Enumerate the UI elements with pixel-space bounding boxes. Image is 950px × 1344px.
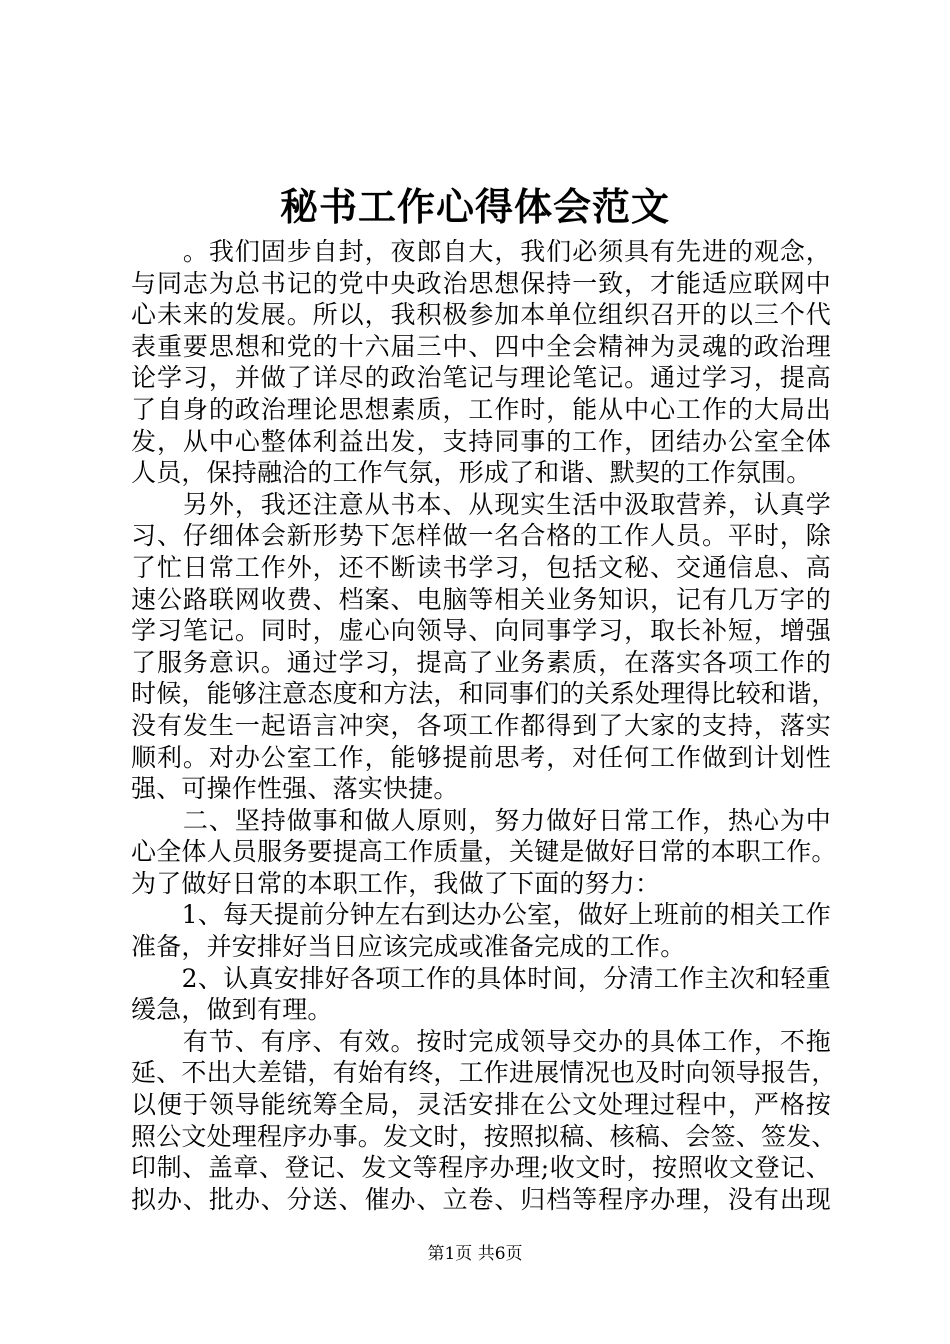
- body-line: 顺利。对办公室工作，能够提前思考，对任何工作做到计划性: [131, 742, 831, 772]
- body-line: 1、每天提前分钟左右到达办公室，做好上班前的相关工作: [131, 900, 831, 930]
- body-line: 论学习，并做了详尽的政治笔记与理论笔记。通过学习，提高: [131, 363, 831, 393]
- body-line: 照公文处理程序办事。发文时，按照拟稿、核稿、会签、签发、: [131, 1121, 837, 1151]
- body-line: 准备，并安排好当日应该完成或准备完成的工作。: [131, 932, 686, 962]
- body-line: 另外，我还注意从书本、从现实生活中汲取营养，认真学: [131, 489, 831, 519]
- body-line: 了忙日常工作外，还不断读书学习，包括文秘、交通信息、高: [131, 552, 831, 582]
- document-body: [131, 236, 837, 1215]
- body-line: 心全体人员服务要提高工作质量，关键是做好日常的本职工作。: [131, 837, 837, 867]
- body-line: 发，从中心整体利益出发，支持同事的工作，团结办公室全体: [131, 426, 831, 456]
- body-line: 印制、盖章、登记、发文等程序办理;收文时，按照收文登记、: [131, 1153, 831, 1183]
- body-line: 习、仔细体会新形势下怎样做一名合格的工作人员。平时，除: [131, 521, 831, 551]
- body-line: 强、可操作性强、落实快捷。: [131, 774, 459, 804]
- body-line: 速公路联网收费、档案、电脑等相关业务知识，记有几万字的: [131, 584, 831, 614]
- body-line: 以便于领导能统筹全局，灵活安排在公文处理过程中，严格按: [131, 1090, 831, 1120]
- body-line: 二、坚持做事和做人原则，努力做好日常工作，热心为中: [131, 805, 831, 835]
- body-line: 人员，保持融洽的工作气氛，形成了和谐、默契的工作氛围。: [131, 458, 812, 488]
- page-footer: 第1页 共6页: [427, 1244, 523, 1264]
- body-line: 为了做好日常的本职工作，我做了下面的努力：: [131, 868, 661, 898]
- body-line: 2、认真安排好各项工作的具体时间，分清工作主次和轻重: [131, 963, 831, 993]
- body-line: 心未来的发展。所以，我积极参加本单位组织召开的以三个代: [131, 300, 831, 330]
- body-line: 拟办、批办、分送、催办、立卷、归档等程序办理，没有出现: [131, 1184, 831, 1214]
- document-title: 秘书工作心得体会范文: [279, 184, 670, 229]
- body-line: 延、不出大差错，有始有终，工作进展情况也及时向领导报告，: [131, 1058, 837, 1088]
- body-line: 有节、有序、有效。按时完成领导交办的具体工作，不拖: [131, 1026, 831, 1056]
- body-line: 时候，能够注意态度和方法，和同事们的关系处理得比较和谐，: [131, 679, 837, 709]
- body-line: 表重要思想和党的十六届三中、四中全会精神为灵魂的政治理: [131, 331, 831, 361]
- body-line: 了服务意识。通过学习，提高了业务素质，在落实各项工作的: [131, 647, 831, 677]
- body-line: 缓急，做到有理。: [131, 995, 333, 1025]
- body-line: 了自身的政治理论思想素质，工作时，能从中心工作的大局出: [131, 394, 831, 424]
- body-line: 与同志为总书记的党中央政治思想保持一致，才能适应联网中: [131, 268, 831, 298]
- body-line: 。我们固步自封，夜郎自大，我们必须具有先进的观念，: [131, 237, 831, 266]
- body-line: 学习笔记。同时，虚心向领导、向同事学习，取长补短，增强: [131, 616, 831, 646]
- body-line: 没有发生一起语言冲突，各项工作都得到了大家的支持，落实: [131, 710, 831, 740]
